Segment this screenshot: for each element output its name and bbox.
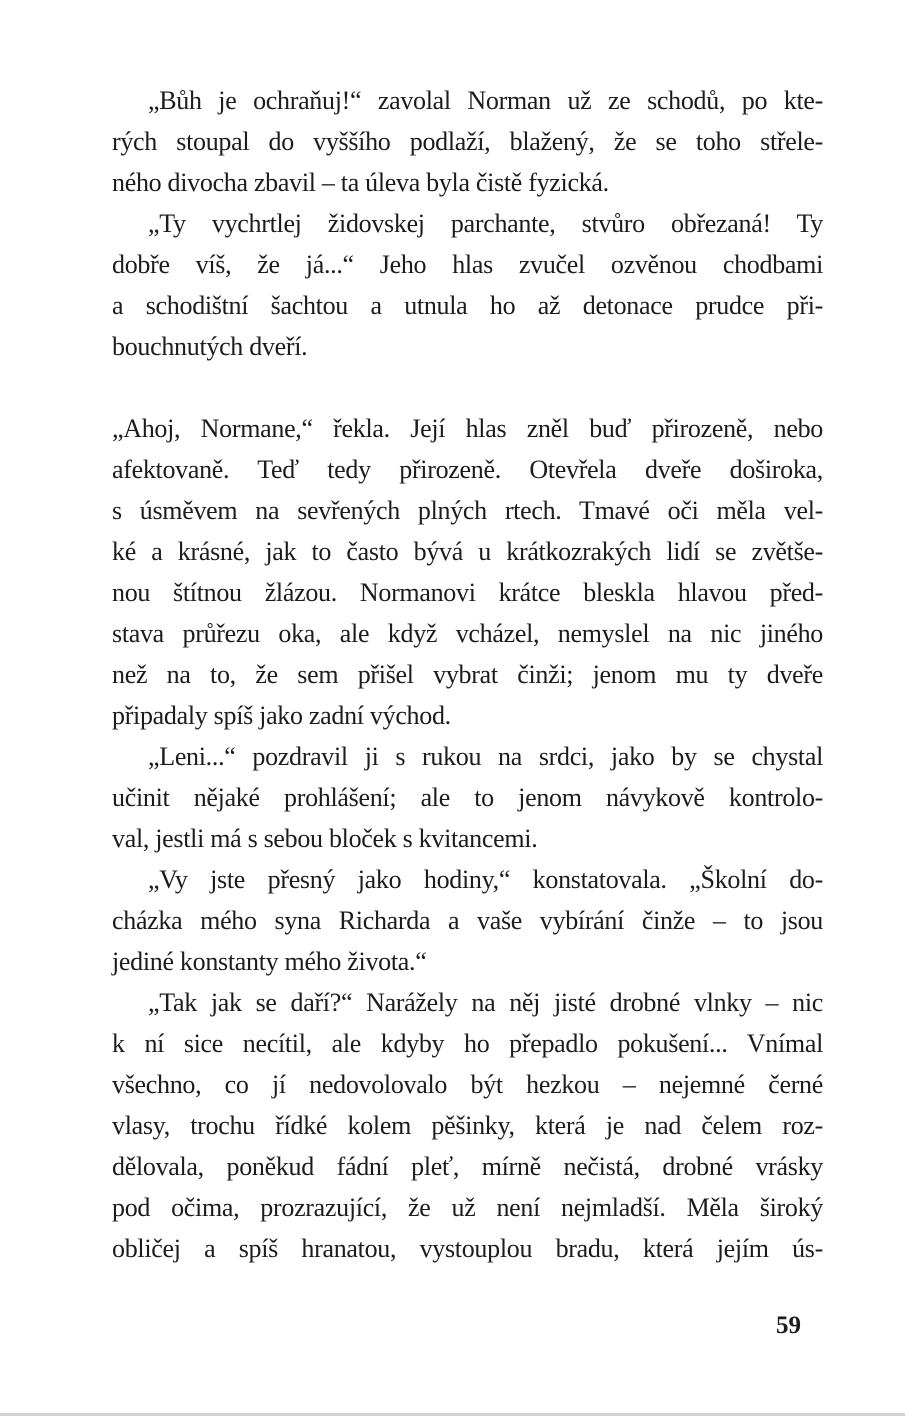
text-line: rých stoupal do vyššího podlaží, blažený, že se toho střele- xyxy=(112,127,823,156)
text-line: bouchnutých dveří. xyxy=(112,332,308,361)
text-line: „Ahoj, Normane,“ řekla. Její hlas zněl buď přirozeně, nebo xyxy=(112,414,823,443)
text-line: val, jestli má s sebou bloček s kvitancemi. xyxy=(112,824,538,853)
text-line: a schodištní šachtou a utnula ho až detonace prudce při- xyxy=(112,291,823,320)
text-line: dobře víš, že já...“ Jeho hlas zvučel ozvěnou chodbami xyxy=(112,250,823,279)
text-line: cházka mého syna Richarda a vaše vybírání činže – to jsou xyxy=(112,906,823,935)
text-line: „Vy jste přesný jako hodiny,“ konstatovala. „Školní do- xyxy=(148,865,823,894)
paragraph xyxy=(112,736,823,859)
page-number: 59 xyxy=(776,1312,801,1339)
text-line: „Ty vychrtlej židovskej parchante, stvůro obřezaná! Ty xyxy=(148,209,823,238)
text-line: připadaly spíš jako zadní východ. xyxy=(112,701,451,730)
text-line: vlasy, trochu řídké kolem pěšinky, která je nad čelem roz- xyxy=(112,1111,823,1140)
paragraph xyxy=(112,982,823,1269)
text-block xyxy=(112,80,823,1269)
text-line: obličej a spíš hranatou, vystouplou bradu, která jejím ús- xyxy=(112,1234,823,1263)
text-line: stava průřezu oka, ale když vcházel, nemyslel na nic jiného xyxy=(112,619,823,648)
paragraph xyxy=(112,408,823,736)
text-line: „Tak jak se daří?“ Narážely na něj jisté drobné vlnky – nic xyxy=(148,988,823,1017)
text-line: ké a krásné, jak to často bývá u krátkozrakých lidí se zvětše- xyxy=(112,537,823,566)
text-line: než na to, že sem přišel vybrat činži; jenom mu ty dveře xyxy=(112,660,823,689)
text-line: nou štítnou žlázou. Normanovi krátce bleskla hlavou před- xyxy=(112,578,823,607)
paragraph xyxy=(112,80,823,203)
paragraph xyxy=(112,203,823,367)
text-line: „Bůh je ochraňuj!“ zavolal Norman už ze schodů, po kte- xyxy=(148,86,823,115)
text-line: jediné konstanty mého života.“ xyxy=(112,947,427,976)
text-line: pod očima, prozrazující, že už není nejmladší. Měla široký xyxy=(112,1193,823,1222)
text-line: s úsměvem na sevřených plných rtech. Tmavé oči měla vel- xyxy=(112,496,823,525)
text-line: k ní sice necítil, ale kdyby ho přepadlo pokušení... Vnímal xyxy=(112,1029,823,1058)
text-line: dělovala, poněkud fádní pleť, mírně nečistá, drobné vrásky xyxy=(112,1152,823,1181)
text-line: učinit nějaké prohlášení; ale to jenom návykově kontrolo- xyxy=(112,783,823,812)
text-line: afektovaně. Teď tedy přirozeně. Otevřela dveře doširoka, xyxy=(112,455,823,484)
text-line: všechno, co jí nedovolovalo být hezkou – nejemné černé xyxy=(112,1070,823,1099)
paragraph xyxy=(112,859,823,982)
text-line: „Leni...“ pozdravil ji s rukou na srdci, jako by se chystal xyxy=(148,742,823,771)
text-line: ného divocha zbavil – ta úleva byla čistě fyzická. xyxy=(112,168,609,197)
